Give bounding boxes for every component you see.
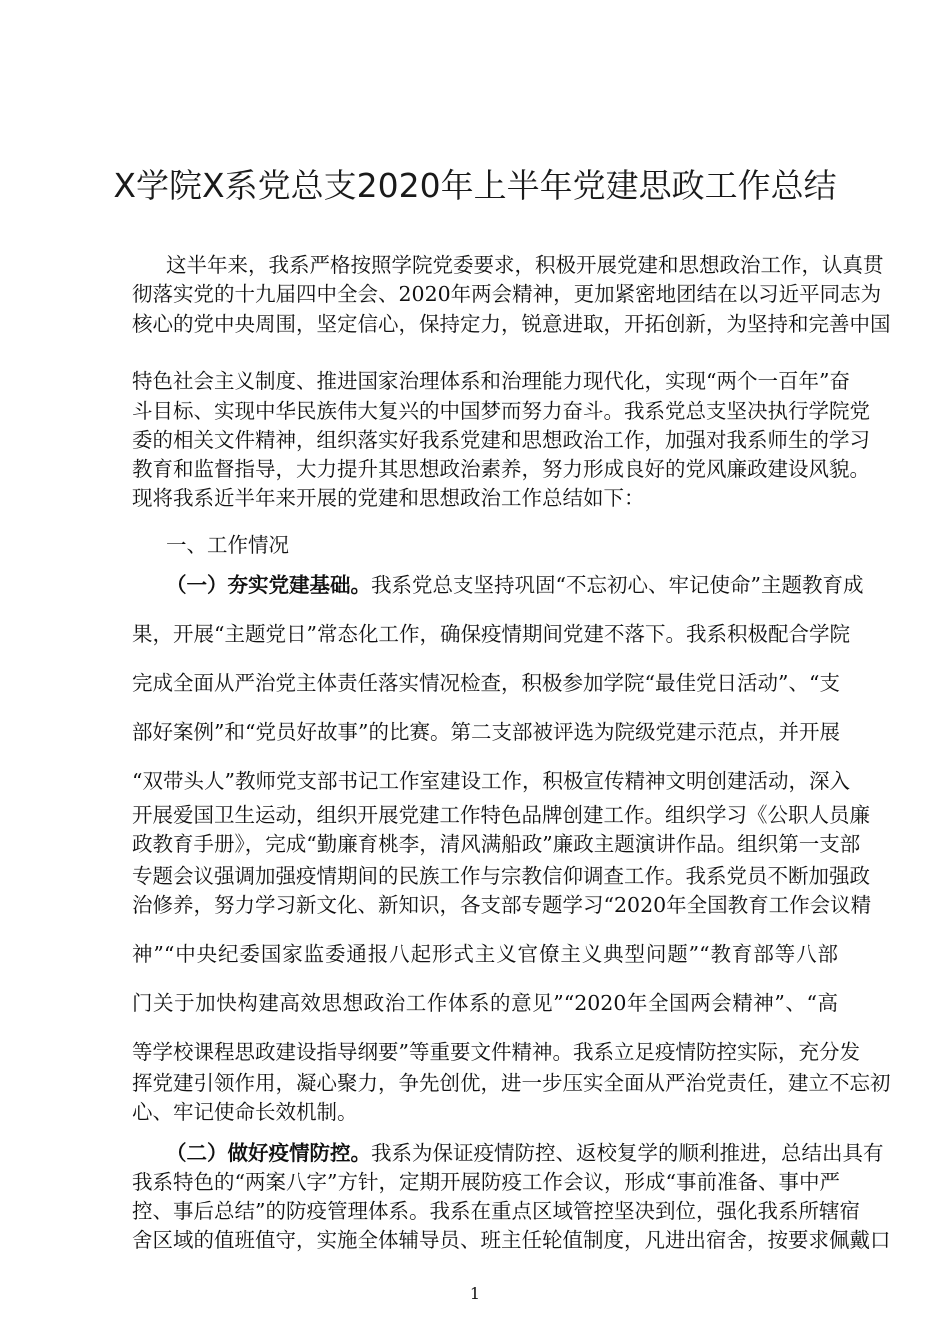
paragraph-text: 我系党总支坚持巩固“不忘初心、牢记使命”主题教育成 [371, 573, 864, 597]
paragraph-line: 核心的党中央周围，坚定信心，保持定力，锐意进取，开拓创新，为坚持和完善中国 [132, 312, 891, 336]
paragraph-line: 等学校课程思政建设指导纲要”等重要文件精神。我系立足疫情防控实际，充分发 [132, 1040, 860, 1064]
paragraph-line: 控、事后总结”的防疫管理体系。我系在重点区域管控坚决到位，强化我系所辖宿 [132, 1199, 860, 1223]
paragraph-line [166, 573, 864, 597]
paragraph-line: 特色社会主义制度、推进国家治理体系和治理能力现代化，实现“两个一百年”奋 [132, 369, 850, 393]
paragraph-line: 开展爱国卫生运动，组织开展党建工作特色品牌创建工作。组织学习《公职人员廉 [132, 803, 870, 827]
paragraph-line: 政教育手册》，完成“勤廉育桃李，清风满船政”廉政主题演讲作品。组织第一支部 [132, 832, 861, 856]
page-number: 1 [469, 1284, 481, 1303]
paragraph-line: 教育和监督指导，大力提升其思想政治素养，努力形成良好的党风廉政建设风貌。 [132, 457, 870, 481]
subsection-heading: （二）做好疫情防控。 [166, 1141, 371, 1165]
paragraph-line: 神”“中央纪委国家监委通报八起形式主义官僚主义典型问题”“教育部等八部 [132, 942, 838, 966]
section-heading: 一、工作情况 [166, 533, 289, 557]
paragraph-line: 彻落实党的十九届四中全会、2020年两会精神，更加紧密地团结在以习近平同志为 [132, 282, 882, 306]
paragraph-line [166, 1141, 884, 1165]
paragraph-line: 这半年来，我系严格按照学院党委要求，积极开展党建和思想政治工作，认真贯 [166, 253, 884, 277]
paragraph-line: 门关于加快构建高效思想政治工作体系的意见”“2020年全国两会精神”、“高 [132, 991, 838, 1015]
paragraph-line: 完成全面从严治党主体责任落实情况检查，积极参加学院“最佳党日活动”、“支 [132, 671, 840, 695]
paragraph-line: 部好案例”和“党员好故事”的比赛。第二支部被评选为院级党建示范点，并开展 [132, 720, 840, 744]
paragraph-line: 舍区域的值班值守，实施全体辅导员、班主任轮值制度，凡进出宿舍，按要求佩戴口 [132, 1228, 891, 1252]
paragraph-line: 挥党建引领作用，凝心聚力，争先创优，进一步压实全面从严治党责任，建立不忘初 [132, 1071, 891, 1095]
paragraph-line: 我系特色的“两案八字”方针，定期开展防疫工作会议，形成“事前准备、事中严 [132, 1170, 840, 1194]
document-title: X学院X系党总支2020年上半年党建思政工作总结 [113, 166, 837, 205]
paragraph-line: 斗目标、实现中华民族伟大复兴的中国梦而努力奋斗。我系党总支坚决执行学院党 [132, 399, 870, 423]
paragraph-line: 果，开展“主题党日”常态化工作，确保疫情期间党建不落下。我系积极配合学院 [132, 622, 850, 646]
paragraph-line: 现将我系近半年来开展的党建和思想政治工作总结如下： [132, 486, 645, 510]
paragraph-line: 治修养，努力学习新文化、新知识，各支部专题学习“2020年全国教育工作会议精 [132, 893, 872, 917]
paragraph-line: 心、牢记使命长效机制。 [132, 1100, 358, 1124]
paragraph-text: 我系为保证疫情防控、返校复学的顺利推进，总结出具有 [371, 1141, 884, 1165]
subsection-heading: （一）夯实党建基础。 [166, 573, 371, 597]
paragraph-line: “双带头人”教师党支部书记工作室建设工作，积极宣传精神文明创建活动，深入 [132, 769, 850, 793]
paragraph-line: 专题会议强调加强疫情期间的民族工作与宗教信仰调查工作。我系党员不断加强政 [132, 864, 870, 888]
paragraph-line: 委的相关文件精神，组织落实好我系党建和思想政治工作，加强对我系师生的学习 [132, 428, 870, 452]
